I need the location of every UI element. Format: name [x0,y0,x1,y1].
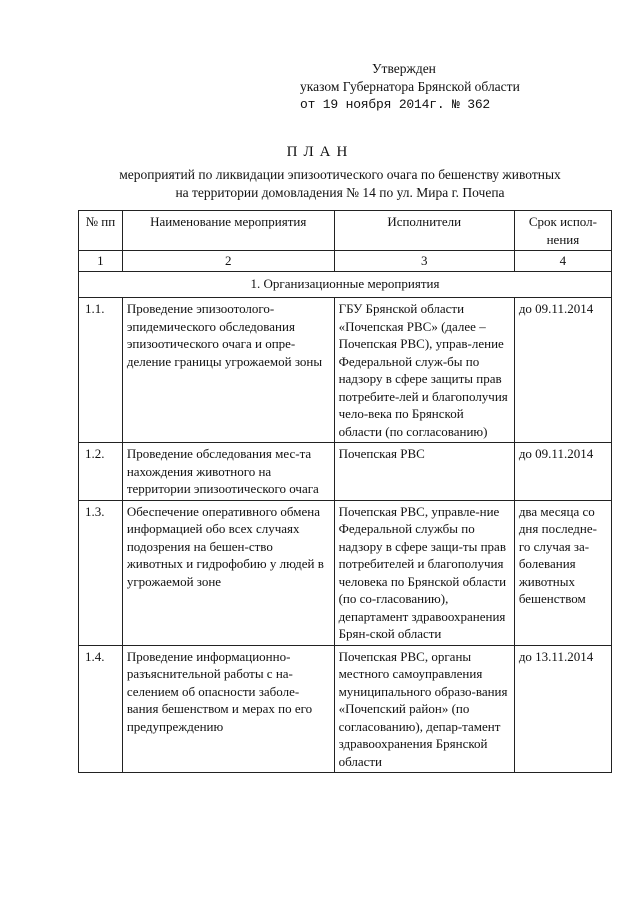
approval-line-2: указом Губернатора Брянской области [300,79,520,94]
row-name: Проведение информационно-разъяснительной работы с на-селением об опасности заболе-вания бешенством и мерах по его предупреждению [122,645,334,773]
header-term: Срок испол- нения [514,211,611,251]
row-executors: Почепская РВС [334,443,514,501]
col-number: 2 [122,251,334,272]
row-term: до 09.11.2014 [514,298,611,443]
header-name: Наименование мероприятия [122,211,334,251]
row-num: 1.3. [79,500,123,645]
row-executors: ГБУ Брянской области «Почепская РВС» (далее – Почепская РВС), управ-ление Федеральной служ-бы по надзору в сфере защиты прав потребите-лей и благополучия чело-века по Брянской области (по согласованию) [334,298,514,443]
approval-line-1: Утвержден [372,61,436,76]
row-name: Обеспечение оперативного обмена информацией обо всех случаях подозрения на бешен-ство животных и гидрофобию у людей в угрожаемой зоне [122,500,334,645]
row-num: 1.4. [79,645,123,773]
table-row [79,443,612,501]
column-number-row [79,251,612,272]
header-executors: Исполнители [334,211,514,251]
plan-subtitle-line-2: на территории домовладения № 14 по ул. Мира г. Почепа [175,185,505,200]
col-number: 1 [79,251,123,272]
plan-subtitle [80,166,600,202]
approval-block [300,60,600,114]
row-term: до 13.11.2014 [514,645,611,773]
row-term: до 09.11.2014 [514,443,611,501]
header-row [79,211,612,251]
plan-subtitle-line-1: мероприятий по ликвидации эпизоотического очага по бешенству животных [119,167,561,182]
plan-title: ПЛАН [286,144,354,160]
row-executors: Почепская РВС, органы местного самоуправления муниципального образо-вания «Почепский район» (по согласованию), депар-тамент здравоохранения Брянской области [334,645,514,773]
section-row [79,271,612,298]
row-num: 1.1. [79,298,123,443]
row-num: 1.2. [79,443,123,501]
col-number: 3 [334,251,514,272]
row-name: Проведение эпизоотолого-эпидемического обследования эпизоотического очага и опре-деление границы угрожаемой зоны [122,298,334,443]
row-executors: Почепская РВС, управле-ние Федеральной службы по надзору в сфере защи-ты прав потребителей и благополучия человека по Брянской области (по со-гласованию), департамент здравоохранения Брян-ской области [334,500,514,645]
table-row [79,298,612,443]
header-num: № пп [79,211,123,251]
table-row [79,645,612,773]
section-title: 1. Организационные мероприятия [79,271,612,298]
approval-line-3: от 19 ноября 2014г. № 362 [300,97,491,112]
row-name: Проведение обследования мес-та нахождения животного на территории эпизоотического очага [122,443,334,501]
table-row [79,500,612,645]
row-term: два месяца со дня последне-го случая за-болевания животных бешенством [514,500,611,645]
plan-table [78,210,612,773]
col-number: 4 [514,251,611,272]
